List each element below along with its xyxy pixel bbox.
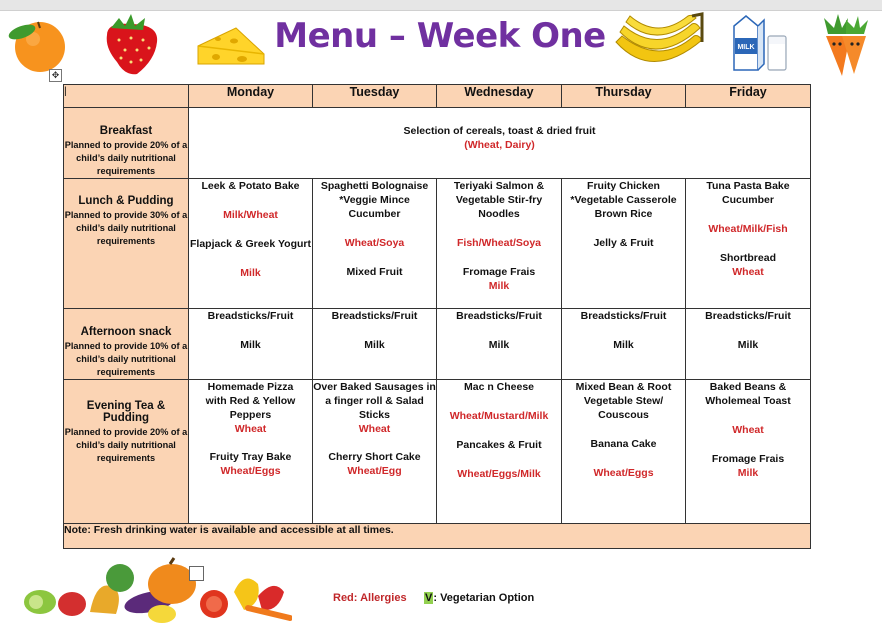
table-move-handle-icon[interactable]: ✥: [49, 69, 62, 82]
menu-item: Milk: [737, 339, 759, 351]
allergy-text: Milk: [240, 267, 261, 279]
menu-item: Breadsticks/Fruit: [705, 310, 791, 322]
legend-veg-text: : Vegetarian Option: [433, 592, 535, 604]
allergy-text: Milk: [737, 467, 759, 479]
header-row: [64, 85, 811, 108]
snack-row: [64, 309, 811, 380]
allergy-text: Wheat/Milk/Fish: [708, 223, 788, 235]
menu-item: Breadsticks/Fruit: [580, 310, 667, 322]
snack-thursday: [562, 309, 686, 380]
meal-note: Planned to provide 20% of a child’s daily nutritional requirements: [64, 427, 188, 463]
tea-row: [64, 380, 811, 524]
tea-tuesday: [313, 380, 437, 524]
lunch-tuesday: [313, 179, 437, 309]
menu-item: Breadsticks/Fruit: [331, 310, 418, 322]
breakfast-label-cell: [64, 108, 189, 179]
menu-item: Baked Beans & Wholemeal Toast: [705, 381, 791, 407]
menu-item: Milk: [488, 339, 510, 351]
snack-friday: [686, 309, 811, 380]
day-header-wednesday: Wednesday: [437, 85, 562, 108]
orange-icon: [0, 14, 68, 74]
allergy-text: Wheat: [358, 423, 391, 435]
lunch-friday: [686, 179, 811, 309]
legend-allergies: Red: Allergies: [333, 592, 407, 604]
milk-label: MILK: [737, 44, 755, 51]
allergy-text: Wheat/Mustard/Milk: [449, 410, 549, 422]
milk-icon: [728, 14, 790, 72]
meal-name: Breakfast: [99, 125, 153, 137]
tea-label-cell: [64, 380, 189, 524]
day-header-tuesday: Tuesday: [313, 85, 437, 108]
menu-item: Teriyaki Salmon & Vegetable Stir-fry Noodles: [453, 180, 545, 220]
allergy-text: Wheat/Eggs/Milk: [457, 468, 541, 480]
day-header-friday: Friday: [686, 85, 811, 108]
menu-item: Pancakes & Fruit: [456, 439, 542, 451]
snack-wednesday: [437, 309, 562, 380]
allergy-text: Wheat: [234, 423, 267, 435]
tea-thursday: [562, 380, 686, 524]
menu-item: Fromage Frais: [462, 266, 536, 278]
menu-item: Homemade Pizza with Red & Yellow Peppers: [205, 381, 296, 421]
allergy-text: (Wheat, Dairy): [464, 139, 535, 151]
menu-item: Fromage Frais: [711, 453, 785, 465]
menu-item: Over Baked Sausages in a finger roll & Salad Sticks: [313, 381, 436, 421]
menu-item: Banana Cake: [590, 438, 657, 450]
menu-item: Leek & Potato Bake: [201, 180, 300, 192]
allergy-text: Wheat: [732, 266, 764, 278]
lunch-wednesday: [437, 179, 562, 309]
menu-item: Spaghetti Bolognaise: [320, 180, 429, 192]
menu-item: Mixed Bean & Root Vegetable Stew/ Couscous: [575, 381, 672, 421]
allergy-text: Fish/Wheat/Soya: [456, 237, 541, 249]
menu-table: [63, 84, 811, 549]
meal-name: Evening Tea & Pudding: [86, 400, 166, 424]
menu-item: Cucumber: [348, 208, 401, 220]
image-anchor-box: [189, 566, 204, 581]
corner-cell: |: [64, 85, 189, 108]
breakfast-row: [64, 108, 811, 179]
tea-wednesday: [437, 380, 562, 524]
allergy-text: Wheat/Eggs: [220, 465, 281, 477]
lunch-label-cell: [64, 179, 189, 309]
menu-item: Cherry Short Cake: [328, 451, 421, 463]
footer-note: Note: Fresh drinking water is available and accessible at all times.: [64, 524, 811, 549]
menu-item: Milk: [613, 339, 634, 351]
allergy-text: Wheat: [732, 424, 764, 436]
allergy-text: Milk: [488, 280, 510, 292]
menu-item: Shortbread: [719, 252, 776, 264]
snack-monday: [189, 309, 313, 380]
lunch-thursday: [562, 179, 686, 309]
tea-monday: [189, 380, 313, 524]
menu-item: Jelly & Fruit: [593, 237, 654, 249]
note-row: [64, 524, 811, 549]
allergy-text: Wheat/Egg: [347, 465, 402, 477]
page-title: Menu – Week One: [274, 16, 606, 56]
tea-friday: [686, 380, 811, 524]
legend-vegetarian: [424, 592, 534, 604]
meal-name: Afternoon snack: [80, 326, 172, 338]
menu-item: Cucumber: [722, 194, 774, 206]
meal-note: Planned to provide 20% of a child’s daily nutritional requirements: [64, 140, 188, 176]
strawberry-icon: [97, 10, 163, 78]
lunch-monday: [189, 179, 313, 309]
snack-tuesday: [313, 309, 437, 380]
day-header-monday: Monday: [189, 85, 313, 108]
menu-item: Brown Rice: [594, 208, 653, 220]
vegetables-icon: [12, 556, 292, 626]
day-header-thursday: Thursday: [562, 85, 686, 108]
veg-marker: V: [425, 592, 433, 604]
menu-item: Milk: [364, 339, 385, 351]
allergy-text: Milk/Wheat: [223, 209, 278, 221]
menu-item: Fruity Tray Bake: [209, 451, 292, 463]
menu-item: Fruity Chicken: [587, 180, 660, 192]
menu-item: Breadsticks/Fruit: [207, 310, 294, 322]
menu-item: Breadsticks/Fruit: [456, 310, 542, 322]
lunch-row: [64, 179, 811, 309]
veg-option: *Veggie Mince: [339, 194, 410, 206]
menu-item: Milk: [240, 339, 261, 351]
menu-item: Selection of cereals, toast & dried fruit: [403, 125, 596, 137]
cheese-icon: [196, 24, 266, 68]
breakfast-cell: [189, 108, 811, 179]
carrots-icon: [818, 14, 874, 80]
menu-item: Mixed Fruit: [346, 266, 403, 278]
menu-item: Tuna Pasta Bake: [706, 180, 790, 192]
snack-label-cell: [64, 309, 189, 380]
menu-item: Flapjack & Greek Yogurt: [190, 238, 311, 250]
allergy-text: Wheat/Soya: [344, 237, 405, 249]
meal-note: Planned to provide 10% of a child’s daily nutritional requirements: [64, 341, 188, 377]
menu-item: Mac n Cheese: [463, 381, 535, 393]
veg-option: *Vegetable Casserole: [570, 194, 677, 206]
allergy-text: Wheat/Eggs: [593, 467, 654, 479]
meal-note: Planned to provide 30% of a child’s daily nutritional requirements: [64, 210, 188, 246]
meal-name: Lunch & Pudding: [78, 195, 174, 207]
bananas-icon: [612, 12, 706, 74]
